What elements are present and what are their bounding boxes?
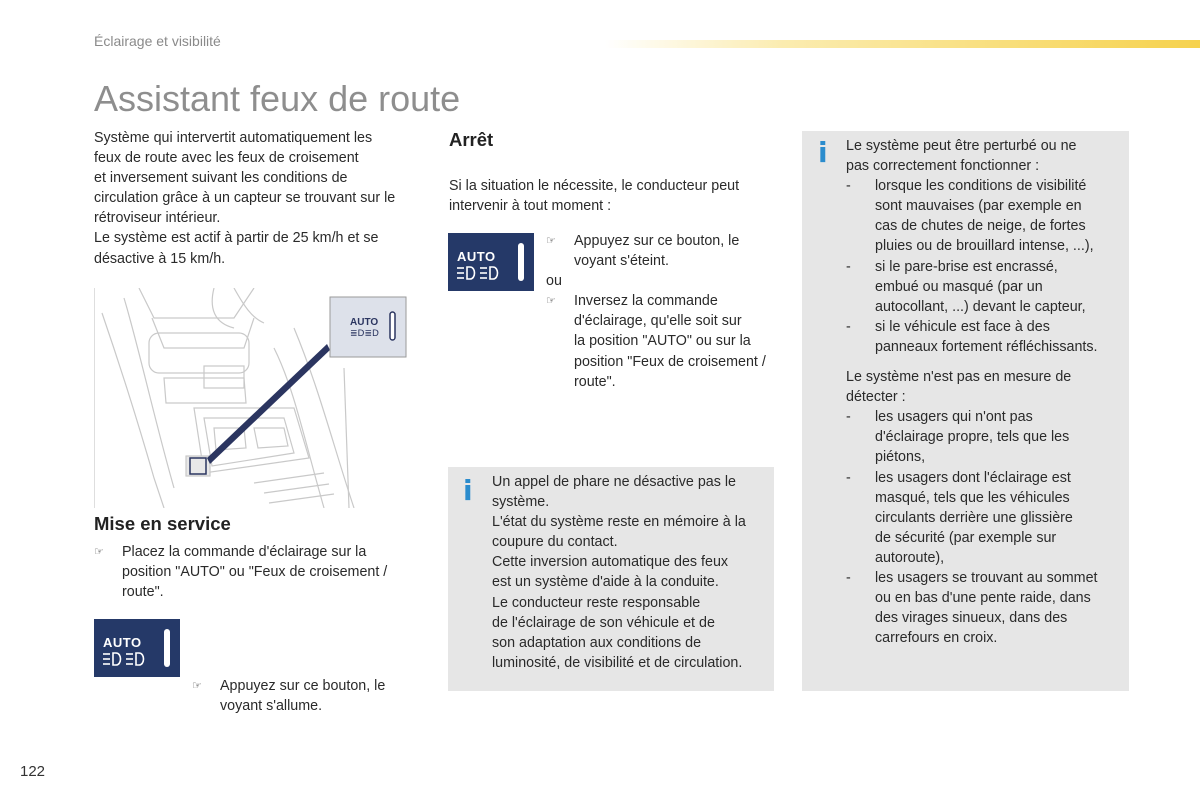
header-accent-bar (605, 40, 1200, 48)
dash-marker: - (846, 178, 851, 195)
list-line: carrefours en croix. (875, 630, 998, 647)
list-item (846, 468, 1126, 568)
list-line: si le véhicule est face à des (875, 318, 1050, 335)
info-icon: i (818, 136, 828, 169)
list-line: circulants derrière une glissière (875, 509, 1073, 526)
info-line: est un système d'aide à la conduite. (492, 574, 719, 591)
info-line: L'état du système reste en mémoire à la (492, 514, 746, 531)
list-item (846, 568, 1126, 648)
pointing-hand-icon: ☞ (546, 295, 556, 308)
info-line: coupure du contact. (492, 534, 618, 551)
list-line: piétons, (875, 449, 926, 466)
instruction-bullet (546, 291, 786, 391)
list-line: de sécurité (par exemple sur (875, 529, 1057, 546)
instruction-line: Placez la commande d'éclairage sur la (122, 544, 367, 560)
list-line: sont mauvaises (par exemple en (875, 198, 1082, 215)
instruction-line: voyant s'éteint. (574, 253, 669, 270)
instruction-line: position "Feux de croisement / (574, 353, 766, 370)
auto-label: AUTO (457, 249, 496, 264)
dash-marker: - (846, 318, 851, 335)
dash-marker: - (846, 569, 851, 586)
instruction-line: Appuyez sur ce bouton, le (220, 678, 386, 695)
or-text: ou (546, 273, 562, 290)
list-item (846, 257, 1126, 317)
dashboard-illustration (94, 288, 414, 508)
list-line: les usagers se trouvant au sommet (875, 569, 1098, 586)
instruction-line: Inversez la commande (574, 293, 718, 310)
auto-label: AUTO (103, 635, 142, 650)
list-line: pluies ou de brouillard intense, ...), (875, 238, 1094, 255)
arret-steps (546, 231, 786, 392)
info-line: détecter : (846, 389, 906, 406)
info-box-right (802, 131, 1129, 691)
list-line: d'éclairage propre, tels que les (875, 429, 1070, 446)
intro-line: Le système est actif à partir de 25 km/h et se (94, 230, 379, 247)
instruction-line: d'éclairage, qu'elle soit sur (574, 313, 742, 330)
info-line: Le conducteur reste responsable (492, 594, 701, 611)
dash-marker: - (846, 258, 851, 275)
heading-mise-en-service: Mise en service (94, 513, 231, 534)
dash-marker: - (846, 469, 851, 486)
list-line: les usagers dont l'éclairage est (875, 469, 1071, 486)
info-line: Le système peut être perturbé ou ne (846, 138, 1077, 154)
indicator-light (518, 243, 524, 281)
arret-intro-line: Si la situation le nécessite, le conducteur peut (449, 178, 740, 194)
intro-line: feux de route avec les feux de croisement (94, 150, 359, 167)
info-text (846, 136, 1126, 648)
instruction-line: route". (122, 584, 164, 601)
auto-headlamp-icon (457, 266, 501, 280)
info-line: Cette inversion automatique des feux (492, 554, 729, 571)
instruction-bullet (192, 676, 450, 716)
instruction-line: la position "AUTO" ou sur la (574, 333, 751, 350)
info-line: son adaptation aux conditions de (492, 634, 702, 651)
pointing-hand-icon: ☞ (192, 680, 202, 693)
arret-intro-line: intervenir à tout moment : (449, 198, 612, 215)
list-line: autoroute), (875, 549, 945, 566)
info-icon: i (463, 474, 473, 507)
auto-headlamp-icon (103, 652, 147, 666)
info-text (492, 472, 772, 673)
dashboard-drawing (94, 288, 414, 508)
list-line: embué ou masqué (par un (875, 278, 1043, 295)
list-line: cas de chutes de neige, de fortes (875, 218, 1086, 235)
instruction-line: voyant s'allume. (220, 698, 323, 715)
info-line: de l'éclairage de son véhicule et de (492, 614, 715, 631)
headlamp-icon: ≣D≣D (350, 329, 379, 339)
info-line: système. (492, 494, 550, 511)
arret-intro (449, 176, 779, 216)
info-line: Le système n'est pas en mesure de (846, 369, 1072, 386)
list-item (846, 317, 1126, 357)
illustration-auto-label: AUTO (350, 317, 379, 328)
intro-paragraph (94, 128, 434, 269)
intro-line: désactive à 15 km/h. (94, 250, 226, 267)
page-title: Assistant feux de route (94, 78, 461, 119)
intro-line: circulation grâce à un capteur se trouvant sur le (94, 190, 396, 207)
page-number: 122 (20, 763, 46, 780)
list-line: panneaux fortement réfléchissants. (875, 338, 1098, 355)
instruction-line: route". (574, 373, 616, 390)
pointing-hand-icon: ☞ (94, 546, 104, 558)
intro-line: et inversement suivant les conditions de (94, 170, 348, 187)
info-line: Un appel de phare ne désactive pas le (492, 474, 737, 490)
intro-line: rétroviseur intérieur. (94, 210, 221, 227)
instruction-bullet (94, 542, 452, 602)
list-item (846, 407, 1126, 467)
list-line: les usagers qui n'ont pas (875, 409, 1033, 426)
list-line: si le pare-brise est encrassé, (875, 258, 1058, 275)
info-box-middle (448, 467, 774, 691)
pointing-hand-icon: ☞ (546, 235, 556, 247)
instruction-bullet (546, 231, 786, 271)
section-title: Éclairage et visibilité (94, 33, 221, 49)
intro-line: Système qui intervertit automatiquement les (94, 130, 373, 146)
instruction-line: position "AUTO" ou "Feux de croisement / (122, 564, 388, 581)
list-item (846, 176, 1126, 256)
indicator-light (164, 629, 170, 667)
auto-button-on (94, 619, 180, 677)
dash-marker: - (846, 409, 851, 426)
list-line: des virages sinueux, dans des (875, 610, 1068, 627)
info-line: luminosité, de visibilité et de circulation. (492, 654, 743, 671)
list-line: masqué, tels que les véhicules (875, 489, 1070, 506)
instruction-line: Appuyez sur ce bouton, le (574, 233, 740, 249)
list-line: ou en bas d'une pente raide, dans (875, 590, 1091, 607)
list-line: autocollant, ...) devant le capteur, (875, 298, 1086, 315)
list-line: lorsque les conditions de visibilité (875, 178, 1087, 195)
info-line: pas correctement fonctionner : (846, 158, 1040, 175)
auto-button-off (448, 233, 534, 291)
heading-arret: Arrêt (449, 129, 494, 150)
